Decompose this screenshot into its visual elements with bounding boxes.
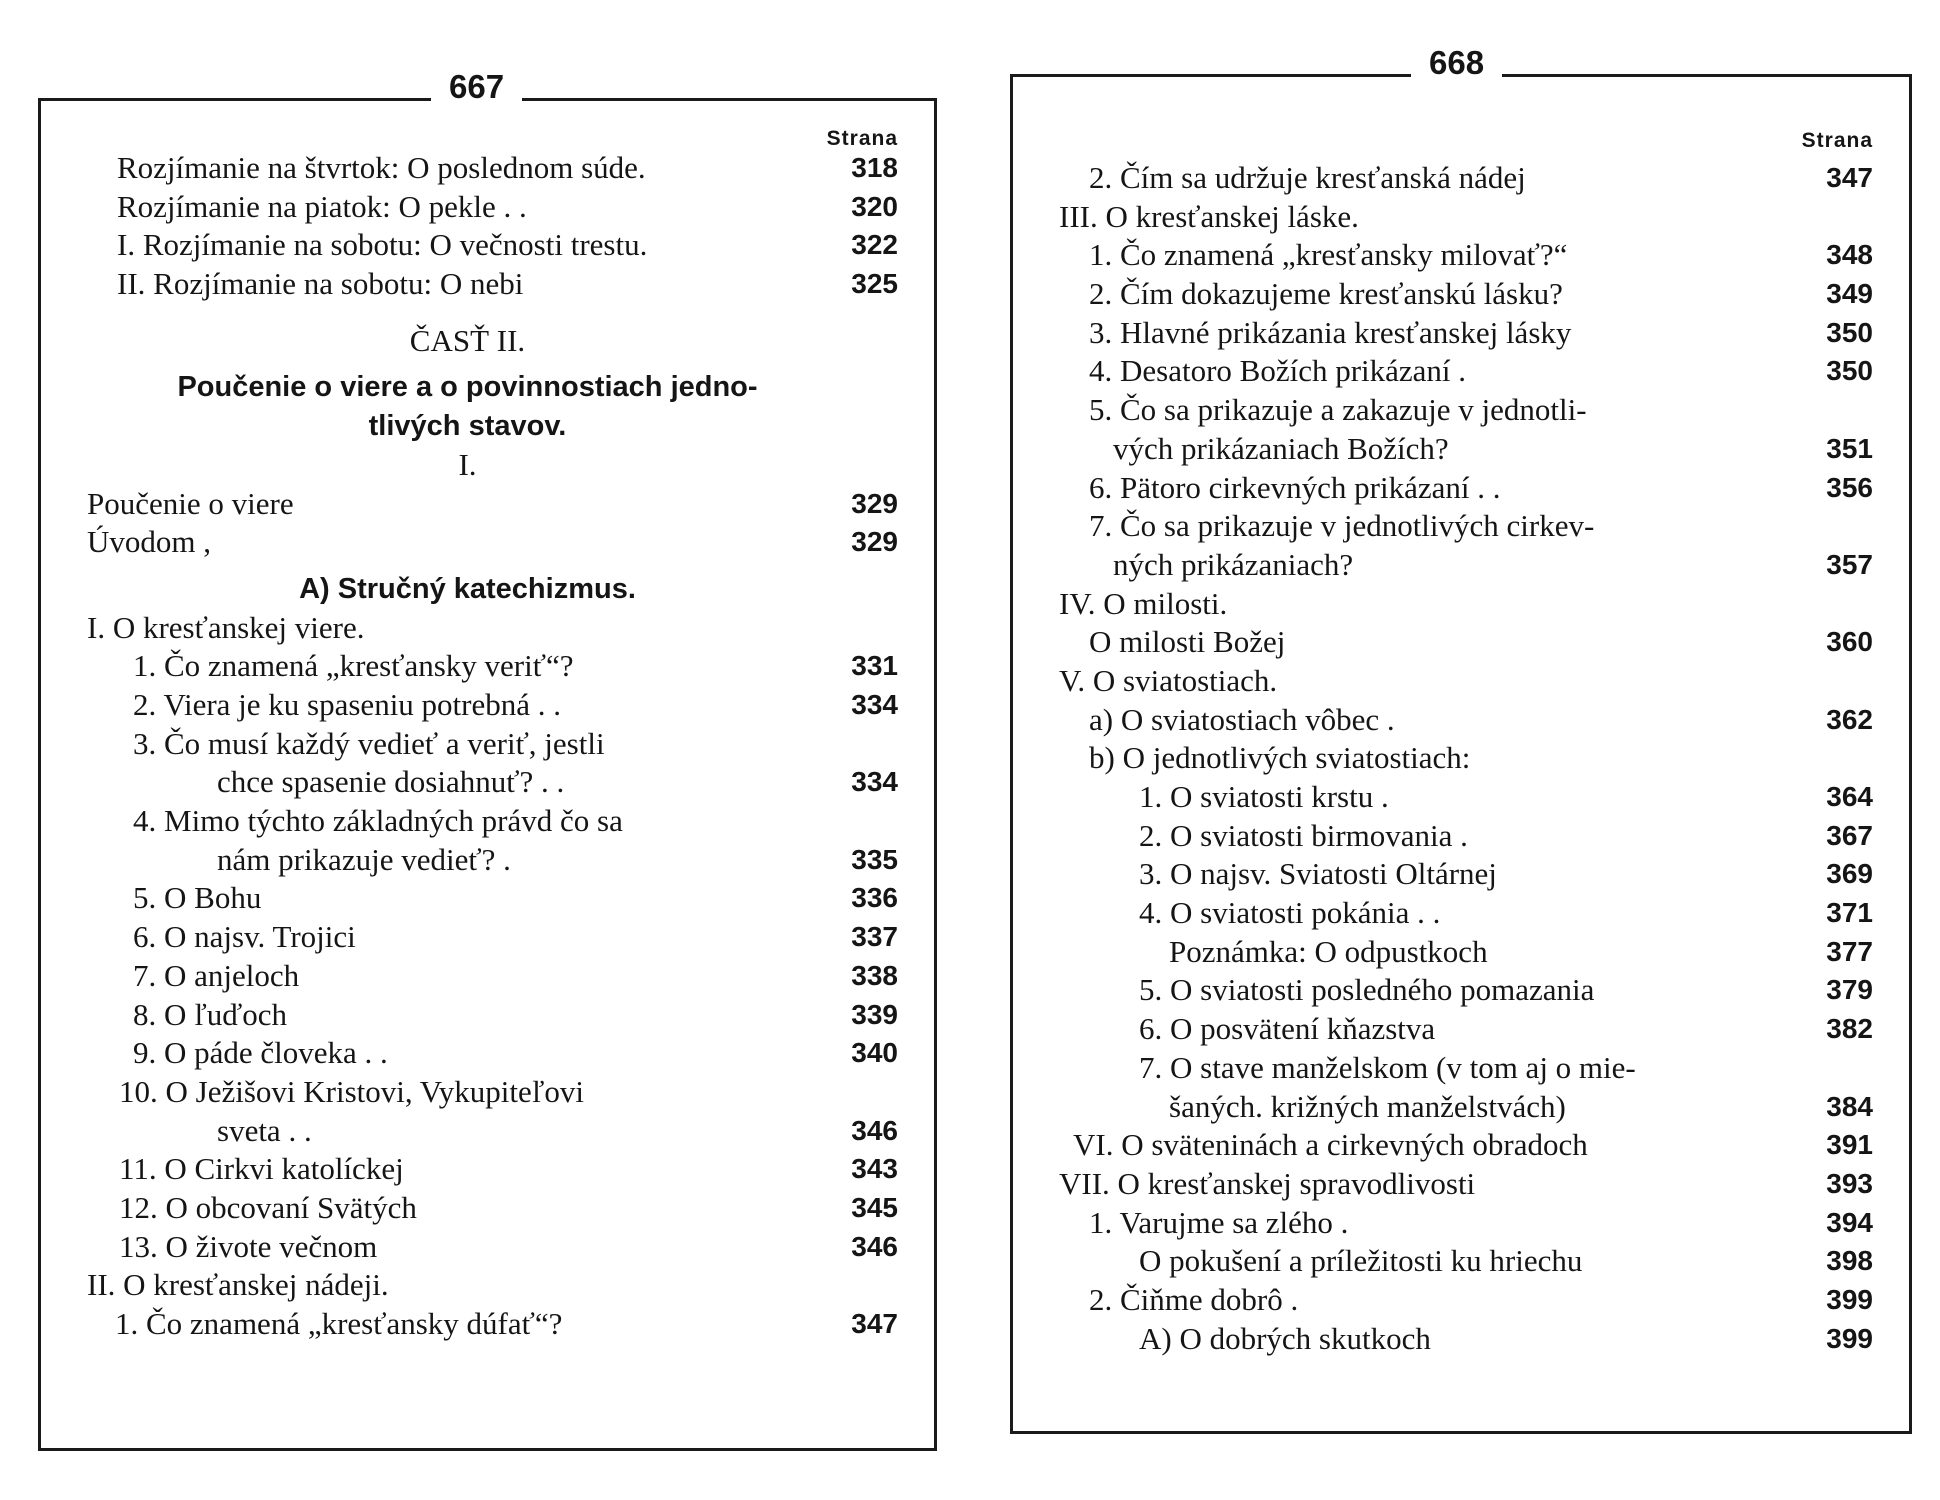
toc-entry-title: Úvodom , xyxy=(87,524,211,560)
toc-entry-page: 393 xyxy=(1826,1167,1873,1199)
left-toc xyxy=(41,149,934,1344)
toc-entry-page: 345 xyxy=(851,1191,898,1223)
toc-entry xyxy=(87,802,898,841)
toc-entry xyxy=(87,1073,898,1112)
toc-entry-title: 5. O Bohu xyxy=(133,880,262,916)
toc-entry xyxy=(87,1034,898,1073)
left-main-list xyxy=(41,609,934,1344)
toc-entry-title: Rozjímanie na štvrtok: O poslednom súde. xyxy=(117,150,646,185)
left-top-list xyxy=(41,149,934,304)
toc-entry-title: 6. Pätoro cirkevných prikázaní . . xyxy=(1089,469,1501,505)
toc-entry-title: 7. O anjeloch xyxy=(133,957,300,993)
toc-entry-page: 362 xyxy=(1826,703,1873,735)
toc-entry-title: nám prikazuje vedieť? . xyxy=(217,841,511,877)
toc-entry xyxy=(1059,1049,1873,1088)
toc-entry xyxy=(87,918,898,957)
toc-entry-page: 329 xyxy=(851,487,898,519)
toc-entry-page: 399 xyxy=(1826,1322,1873,1354)
toc-entry xyxy=(87,1228,898,1267)
toc-entry-title: 1. Varujme sa zlého . xyxy=(1089,1204,1349,1240)
toc-entry-title: 4. Mimo týchto základných právd čo sa xyxy=(133,803,623,839)
toc-entry-page: 336 xyxy=(851,882,898,914)
toc-entry xyxy=(1059,623,1873,662)
toc-entry xyxy=(1059,546,1873,585)
toc-entry xyxy=(87,1305,898,1344)
page-number: 667 xyxy=(431,67,522,107)
toc-entry-page: 329 xyxy=(851,526,898,558)
toc-entry-page: 334 xyxy=(851,766,898,798)
toc-entry xyxy=(1059,391,1873,430)
toc-entry-title: 2. Čím dokazujeme kresťanskú lásku? xyxy=(1089,276,1563,312)
toc-entry-page: 318 xyxy=(851,152,898,183)
toc-entry xyxy=(87,1150,898,1189)
toc-entry-title: chce spasenie dosiahnuť? . . xyxy=(217,764,565,800)
toc-entry-page: 360 xyxy=(1826,626,1873,658)
toc-entry-page: 382 xyxy=(1826,1013,1873,1045)
toc-entry xyxy=(1059,585,1873,624)
toc-entry-title: II. Rozjímanie na sobotu: O nebi xyxy=(117,266,524,302)
toc-entry xyxy=(1059,352,1873,391)
right-toc xyxy=(1013,159,1909,1358)
toc-entry-title: IV. O milosti. xyxy=(1059,585,1228,621)
toc-entry-page: 348 xyxy=(1826,239,1873,271)
toc-entry-page: 325 xyxy=(851,268,898,300)
toc-entry xyxy=(1059,894,1873,933)
toc-entry xyxy=(1059,1281,1873,1320)
toc-entry xyxy=(1059,430,1873,469)
toc-entry xyxy=(1059,236,1873,275)
toc-entry xyxy=(1059,507,1873,546)
toc-entry xyxy=(1059,1165,1873,1204)
toc-entry xyxy=(1059,662,1873,701)
toc-entry-title: 6. O posvätení kňazstva xyxy=(1139,1011,1436,1047)
toc-entry-title: 9. O páde človeka . . xyxy=(133,1035,388,1071)
toc-entry-title: 5. O sviatosti posledného pomazania xyxy=(1139,972,1595,1008)
toc-entry-title: 5. Čo sa prikazuje a zakazuje v jednotli- xyxy=(1089,392,1587,428)
toc-entry-page: 337 xyxy=(851,921,898,953)
toc-entry-page: 331 xyxy=(851,650,898,682)
toc-entry-title: 1. Čo znamená „kresťansky dúfať“? xyxy=(115,1306,563,1342)
part-heading: ČASŤ II. xyxy=(409,322,526,358)
toc-entry-page: 364 xyxy=(1826,781,1873,812)
roman-heading: I. xyxy=(458,446,477,482)
toc-entry xyxy=(87,647,898,686)
toc-entry xyxy=(1059,1088,1873,1127)
toc-entry-title: 11. O Cirkvi katolíckej xyxy=(119,1151,404,1187)
toc-entry-title: 8. O ľuďoch xyxy=(133,996,288,1032)
toc-entry xyxy=(87,1112,898,1151)
toc-entry-title: 4. O sviatosti pokánia . . xyxy=(1139,895,1441,931)
toc-entry xyxy=(1059,971,1873,1010)
toc-entry-page: 391 xyxy=(1826,1129,1873,1161)
toc-entry xyxy=(1059,275,1873,314)
toc-entry xyxy=(87,686,898,725)
toc-entry-title: 7. Čo sa prikazuje v jednotlivých cirkev- xyxy=(1089,508,1595,544)
toc-entry xyxy=(87,523,898,562)
toc-entry-title: 2. Viera je ku spaseniu potrebná . . xyxy=(133,687,562,723)
strana-label: Strana xyxy=(1801,129,1873,152)
toc-entry-page: 335 xyxy=(851,843,898,875)
toc-entry-title: 2. Čiňme dobrô . xyxy=(1089,1281,1299,1317)
toc-entry-page: 369 xyxy=(1826,858,1873,890)
toc-entry-page: 350 xyxy=(1826,316,1873,348)
toc-entry-title: I. O kresťanskej viere. xyxy=(87,609,365,645)
toc-entry xyxy=(1059,817,1873,856)
toc-entry-title: ných prikázaniach? xyxy=(1113,546,1354,582)
toc-entry xyxy=(1059,469,1873,508)
left-page-bottom-rule xyxy=(38,1448,937,1451)
toc-entry xyxy=(87,879,898,918)
toc-entry-page: 367 xyxy=(1826,819,1873,851)
toc-entry-title: 3. O najsv. Sviatosti Oltárnej xyxy=(1139,856,1497,892)
toc-entry-page: 349 xyxy=(1826,278,1873,310)
toc-entry-title: 3. Čo musí každý vedieť a veriť, jestli xyxy=(133,725,605,761)
toc-entry xyxy=(87,1266,898,1305)
toc-entry-page: 371 xyxy=(1826,897,1873,929)
toc-entry xyxy=(117,188,898,227)
toc-entry-page: 339 xyxy=(851,998,898,1030)
toc-entry xyxy=(1059,1204,1873,1243)
right-list xyxy=(1013,159,1909,1358)
toc-entry-title: 10. O Ježišovi Kristovi, Vykupiteľovi xyxy=(119,1073,584,1109)
toc-entry-page: 334 xyxy=(851,689,898,721)
toc-entry xyxy=(1059,314,1873,353)
sub-heading: A) Stručný katechizmus. xyxy=(299,572,636,605)
toc-entry-page: 356 xyxy=(1826,471,1873,503)
toc-entry-page: 347 xyxy=(851,1308,898,1340)
toc-entry-title: 7. O stave manželskom (v tom aj o mie- xyxy=(1139,1049,1636,1085)
toc-entry xyxy=(1059,198,1873,237)
toc-entry-title: O pokušení a príležitosti ku hriechu xyxy=(1139,1243,1583,1279)
toc-entry-page: 399 xyxy=(1826,1283,1873,1315)
toc-entry xyxy=(1059,1010,1873,1049)
toc-entry-title: O milosti Božej xyxy=(1089,624,1286,660)
toc-entry-page: 338 xyxy=(851,959,898,991)
toc-entry xyxy=(117,265,898,304)
toc-entry xyxy=(1059,159,1873,198)
toc-entry-page: 346 xyxy=(851,1230,898,1262)
toc-entry-title: 1. Čo znamená „kresťansky veriť“? xyxy=(133,648,574,684)
toc-entry-page: 357 xyxy=(1826,548,1873,580)
toc-entry-title: 4. Desatoro Božích prikázaní . xyxy=(1089,353,1467,389)
toc-entry-title: Poučenie o viere xyxy=(87,485,294,521)
toc-entry xyxy=(87,957,898,996)
toc-entry-title: vých prikázaniach Božích? xyxy=(1113,430,1449,466)
toc-entry-title: Poznámka: O odpustkoch xyxy=(1169,933,1488,969)
toc-entry xyxy=(87,841,898,880)
toc-entry xyxy=(1059,701,1873,740)
toc-entry-page: 351 xyxy=(1826,432,1873,464)
toc-entry xyxy=(87,609,898,648)
toc-entry-page: 322 xyxy=(851,229,898,261)
toc-entry xyxy=(87,1189,898,1228)
toc-entry-title: 1. O sviatosti krstu . xyxy=(1139,779,1389,814)
toc-entry xyxy=(1059,1126,1873,1165)
toc-entry xyxy=(1059,933,1873,972)
toc-entry-title: 2. O sviatosti birmovania . xyxy=(1139,817,1468,853)
toc-entry-page: 384 xyxy=(1826,1090,1873,1122)
toc-entry-title: VI. O sväteninách a cirkevných obradoch xyxy=(1073,1127,1588,1163)
toc-entry xyxy=(1059,1242,1873,1281)
toc-entry-title: A) O dobrých skutkoch xyxy=(1139,1320,1431,1356)
toc-entry-title: 3. Hlavné prikázania kresťanskej lásky xyxy=(1089,314,1572,350)
left-page xyxy=(38,68,937,1451)
toc-entry-page: 398 xyxy=(1826,1245,1873,1277)
toc-entry-title: Rozjímanie na piatok: O pekle . . xyxy=(117,188,527,224)
toc-entry-title: šaných. križných manželstvách) xyxy=(1169,1088,1566,1124)
toc-entry-title: 13. O živote večnom xyxy=(119,1228,378,1264)
toc-entry xyxy=(117,226,898,265)
page-number: 668 xyxy=(1411,43,1502,83)
toc-entry-page: 350 xyxy=(1826,355,1873,387)
toc-entry-title: a) O sviatostiach vôbec . xyxy=(1089,701,1395,737)
toc-entry xyxy=(1059,778,1873,817)
toc-entry-page: 394 xyxy=(1826,1206,1873,1238)
toc-entry-title: b) O jednotlivých sviatostiach: xyxy=(1089,740,1471,776)
strana-label: Strana xyxy=(826,127,898,150)
toc-entry xyxy=(1059,739,1873,778)
section-title-line2: tlivých stavov. xyxy=(368,410,567,443)
toc-entry xyxy=(87,996,898,1035)
toc-entry-title: sveta . . xyxy=(217,1112,312,1148)
toc-entry-title: III. O kresťanskej láske. xyxy=(1059,198,1359,234)
toc-entry xyxy=(87,725,898,764)
right-page xyxy=(1010,44,1912,1434)
toc-entry xyxy=(87,763,898,802)
toc-entry-title: V. O sviatostiach. xyxy=(1059,662,1278,698)
left-intro-list xyxy=(41,485,934,562)
toc-entry-title: I. Rozjímanie na sobotu: O večnosti trestu. xyxy=(117,227,648,263)
toc-entry-title: 6. O najsv. Trojici xyxy=(133,919,356,955)
toc-entry-title: VII. O kresťanskej spravodlivosti xyxy=(1059,1165,1476,1201)
toc-entry-title: 1. Čo znamená „kresťansky milovať?“ xyxy=(1089,237,1568,273)
toc-entry-page: 343 xyxy=(851,1153,898,1185)
toc-entry xyxy=(87,485,898,524)
toc-entry-page: 347 xyxy=(1826,162,1873,193)
toc-entry-title: 12. O obcovaní Svätých xyxy=(119,1189,417,1225)
toc-entry xyxy=(117,149,898,188)
toc-entry xyxy=(1059,1320,1873,1359)
right-page-bottom-rule xyxy=(1010,1431,1912,1434)
toc-entry-title: 2. Čím sa udržuje kresťanská nádej xyxy=(1089,160,1526,195)
toc-entry-title: II. O kresťanskej nádeji. xyxy=(87,1267,389,1303)
toc-entry-page: 346 xyxy=(851,1114,898,1146)
toc-entry-page: 340 xyxy=(851,1037,898,1069)
toc-entry-page: 320 xyxy=(851,190,898,222)
section-title-line1: Poučenie o viere a o povinnostiach jedno- xyxy=(177,371,758,404)
toc-entry xyxy=(1059,855,1873,894)
toc-entry-page: 379 xyxy=(1826,974,1873,1006)
toc-entry-page: 377 xyxy=(1826,935,1873,967)
